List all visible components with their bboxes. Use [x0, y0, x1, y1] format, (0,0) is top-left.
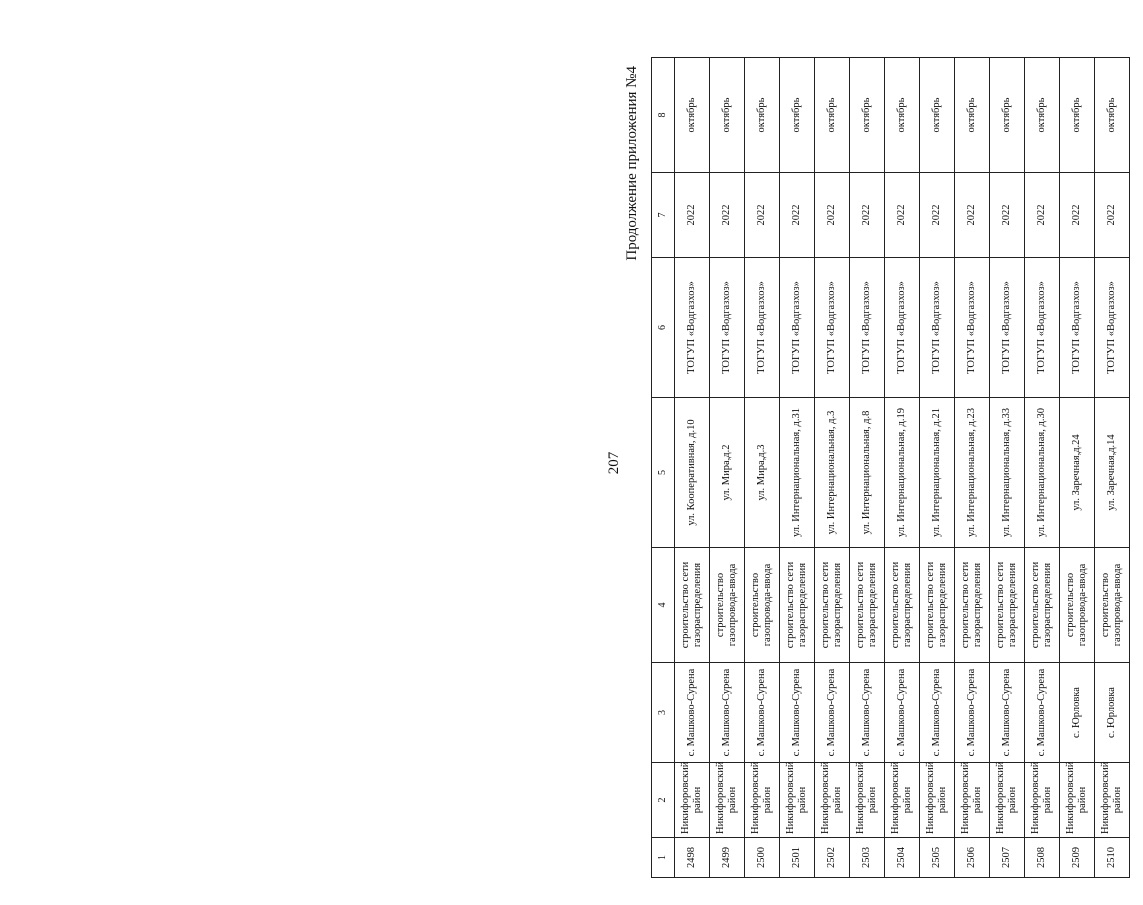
table-cell: строительство газопровода-ввода — [710, 548, 745, 663]
table-cell: ул. Интернациональная, д.3 — [815, 398, 850, 548]
table-cell: Никифоровский район — [675, 763, 710, 838]
table-row — [815, 58, 850, 878]
table-cell: ул. Интернациональная, д.31 — [780, 398, 815, 548]
table-cell: 2022 — [1060, 173, 1095, 258]
table-cell: строительство газопровода-ввода — [745, 548, 780, 663]
table-cell: строительство сети газораспределения — [675, 548, 710, 663]
table-cell: строительство сети газораспределения — [885, 548, 920, 663]
table-cell: ТОГУП «Водгазхоз» — [710, 258, 745, 398]
table-cell: октябрь — [990, 58, 1025, 173]
table-cell: октябрь — [885, 58, 920, 173]
table-cell: строительство газопровода-ввода — [1095, 548, 1130, 663]
table-cell: ул. Интернациональная, д.30 — [1025, 398, 1060, 548]
table-row — [710, 58, 745, 878]
column-header: 6 — [652, 258, 675, 398]
table-row — [675, 58, 710, 878]
table-cell: 2022 — [710, 173, 745, 258]
table-cell: ул. Интернациональная, д.21 — [920, 398, 955, 548]
table-cell: 2022 — [1025, 173, 1060, 258]
table-cell: с. Машково-Сурена — [675, 663, 710, 763]
table-cell: ТОГУП «Водгазхоз» — [780, 258, 815, 398]
table-cell: ТОГУП «Водгазхоз» — [1025, 258, 1060, 398]
table-cell: октябрь — [1060, 58, 1095, 173]
table-cell: с. Машково-Сурена — [780, 663, 815, 763]
table-cell: ТОГУП «Водгазхоз» — [990, 258, 1025, 398]
table-cell: 2503 — [850, 838, 885, 878]
column-header: 2 — [652, 763, 675, 838]
table-cell: 2508 — [1025, 838, 1060, 878]
table-cell: октябрь — [955, 58, 990, 173]
table-cell: ТОГУП «Водгазхоз» — [675, 258, 710, 398]
table-cell: с. Машково-Сурена — [990, 663, 1025, 763]
table-cell: с. Машково-Сурена — [920, 663, 955, 763]
table-cell: строительство сети газораспределения — [850, 548, 885, 663]
table-cell: ул. Мира,д.2 — [710, 398, 745, 548]
table-cell: 2510 — [1095, 838, 1130, 878]
table-cell: 2022 — [675, 173, 710, 258]
table-cell: 2501 — [780, 838, 815, 878]
table-cell: строительство сети газораспределения — [955, 548, 990, 663]
table-cell: строительство сети газораспределения — [780, 548, 815, 663]
table-cell: 2506 — [955, 838, 990, 878]
table-cell: ТОГУП «Водгазхоз» — [1060, 258, 1095, 398]
table-cell: 2022 — [850, 173, 885, 258]
table-cell: октябрь — [675, 58, 710, 173]
table-cell: ул. Заречная,д.14 — [1095, 398, 1130, 548]
table-row — [745, 58, 780, 878]
table-cell: Никифоровский район — [850, 763, 885, 838]
table-cell: 2022 — [885, 173, 920, 258]
table-row — [990, 58, 1025, 878]
table-cell: с. Машково-Сурена — [815, 663, 850, 763]
table-cell: с. Машково-Сурена — [850, 663, 885, 763]
table-cell: 2022 — [780, 173, 815, 258]
table-cell: ТОГУП «Водгазхоз» — [920, 258, 955, 398]
table-cell: 2022 — [1095, 173, 1130, 258]
table-cell: ТОГУП «Водгазхоз» — [815, 258, 850, 398]
table-cell: Никифоровский район — [745, 763, 780, 838]
table-cell: октябрь — [710, 58, 745, 173]
table-cell: Никифоровский район — [710, 763, 745, 838]
table-cell: с. Юрловка — [1095, 663, 1130, 763]
table-cell: ТОГУП «Водгазхоз» — [955, 258, 990, 398]
table-cell: ул. Интернациональная, д.33 — [990, 398, 1025, 548]
table-cell: Никифоровский район — [1095, 763, 1130, 838]
table-row — [1025, 58, 1060, 878]
table-body — [675, 58, 1130, 878]
table-cell: ул. Кооперативная, д.10 — [675, 398, 710, 548]
table-cell: с. Машково-Сурена — [710, 663, 745, 763]
table-cell: ул. Мира,д.3 — [745, 398, 780, 548]
table-cell: 2507 — [990, 838, 1025, 878]
table-cell: с. Машково-Сурена — [1025, 663, 1060, 763]
table-cell: 2505 — [920, 838, 955, 878]
table-row — [955, 58, 990, 878]
table-cell: ул. Интернациональная, д.19 — [885, 398, 920, 548]
table-cell: 2022 — [990, 173, 1025, 258]
table-cell: 2509 — [1060, 838, 1095, 878]
table-cell: ТОГУП «Водгазхоз» — [850, 258, 885, 398]
table-cell: строительство газопровода-ввода — [1060, 548, 1095, 663]
table-cell: октябрь — [850, 58, 885, 173]
table-cell: ул. Заречная,д.24 — [1060, 398, 1095, 548]
table-header-row — [652, 58, 675, 878]
table-row — [850, 58, 885, 878]
table-cell: октябрь — [780, 58, 815, 173]
table-cell: ТОГУП «Водгазхоз» — [885, 258, 920, 398]
table-cell: октябрь — [745, 58, 780, 173]
column-header: 4 — [652, 548, 675, 663]
table-cell: строительство сети газораспределения — [920, 548, 955, 663]
table-cell: Никифоровский район — [1060, 763, 1095, 838]
column-header: 5 — [652, 398, 675, 548]
table-cell: ТОГУП «Водгазхоз» — [745, 258, 780, 398]
table-cell: ТОГУП «Водгазхоз» — [1095, 258, 1130, 398]
table-cell: Никифоровский район — [780, 763, 815, 838]
page-number: 207 — [606, 451, 622, 475]
table-row — [1095, 58, 1130, 878]
table-cell: Никифоровский район — [815, 763, 850, 838]
table-cell: с. Юрловка — [1060, 663, 1095, 763]
table-cell: Никифоровский район — [920, 763, 955, 838]
rotated-page — [603, 58, 1143, 878]
table-cell: 2502 — [815, 838, 850, 878]
column-header: 8 — [652, 58, 675, 173]
table-cell: 2500 — [745, 838, 780, 878]
table-cell: 2022 — [955, 173, 990, 258]
table-cell: 2022 — [815, 173, 850, 258]
column-header: 1 — [652, 838, 675, 878]
table-cell: Никифоровский район — [955, 763, 990, 838]
column-header: 3 — [652, 663, 675, 763]
table-cell: строительство сети газораспределения — [1025, 548, 1060, 663]
table-cell: Никифоровский район — [1025, 763, 1060, 838]
continuation-heading: Продолжение приложения №4 — [624, 66, 640, 261]
table-cell: с. Машково-Сурена — [745, 663, 780, 763]
table-cell: 2498 — [675, 838, 710, 878]
table-cell: строительство сети газораспределения — [990, 548, 1025, 663]
table-cell: 2504 — [885, 838, 920, 878]
table-row — [885, 58, 920, 878]
data-table — [651, 57, 1130, 878]
table-row — [780, 58, 815, 878]
table-cell: октябрь — [1025, 58, 1060, 173]
table-cell: октябрь — [920, 58, 955, 173]
table-cell: октябрь — [1095, 58, 1130, 173]
table-cell: ул. Интернациональная, д.8 — [850, 398, 885, 548]
table-cell: ул. Интернациональная, д.23 — [955, 398, 990, 548]
table-row — [920, 58, 955, 878]
table-cell: октябрь — [815, 58, 850, 173]
table-cell: Никифоровский район — [885, 763, 920, 838]
table-cell: Никифоровский район — [990, 763, 1025, 838]
column-header: 7 — [652, 173, 675, 258]
table-cell: строительство сети газораспределения — [815, 548, 850, 663]
table-row — [1060, 58, 1095, 878]
table-cell: 2022 — [920, 173, 955, 258]
table-cell: с. Машково-Сурена — [885, 663, 920, 763]
table-cell: 2022 — [745, 173, 780, 258]
table-cell: 2499 — [710, 838, 745, 878]
table-cell: с. Машково-Сурена — [955, 663, 990, 763]
